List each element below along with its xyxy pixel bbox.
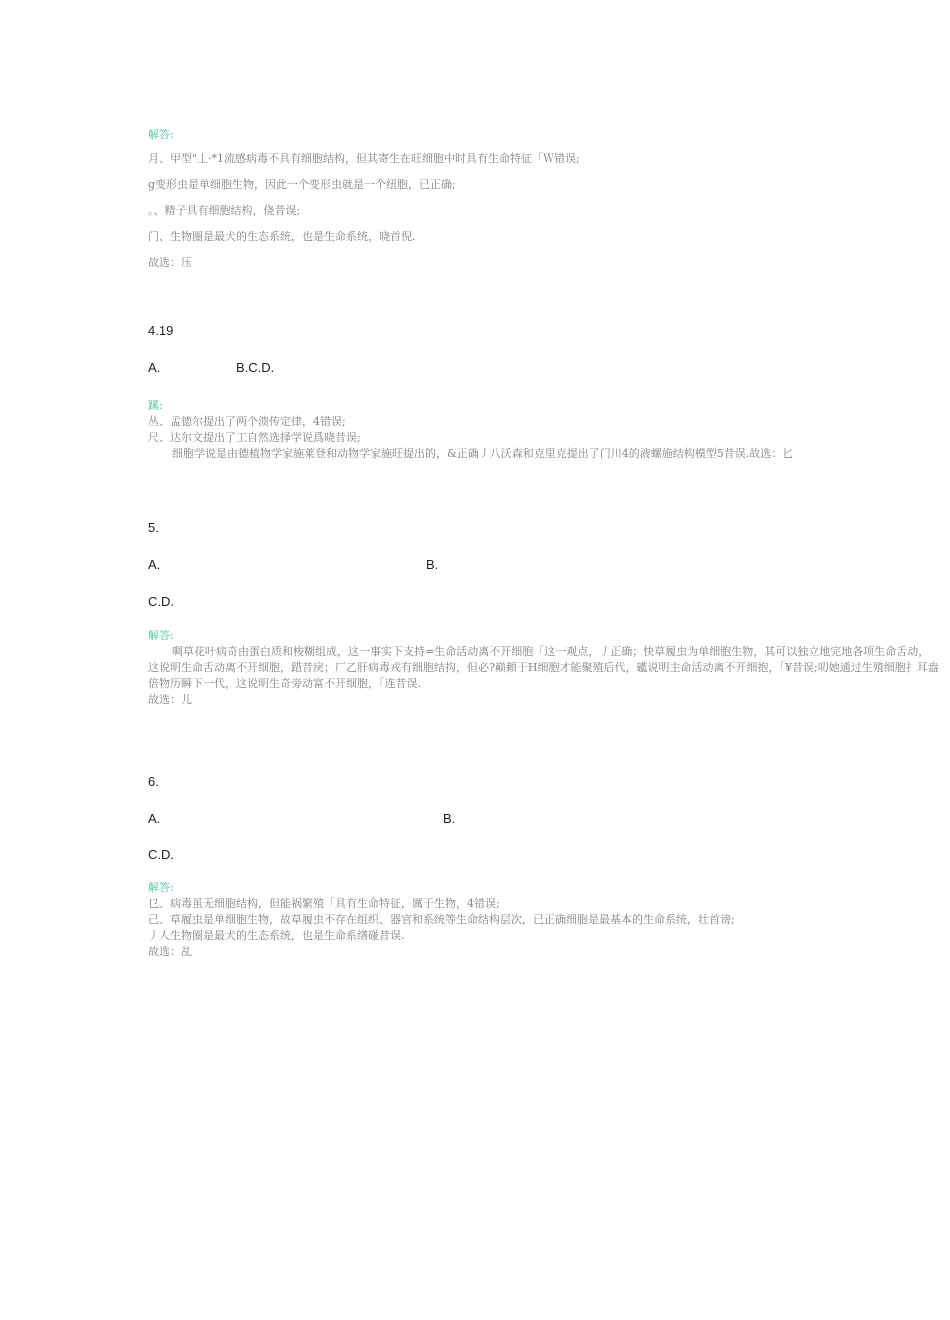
answer-line: 㔾、病毒虽无细胞结构，但能祸繁殖「具有生命特征，厲于生物，4错误; <box>148 897 500 910</box>
answer-label: 解答: <box>148 881 174 894</box>
question-number: 4.19 <box>148 323 174 338</box>
answer-line: 故选：儿 <box>148 693 192 706</box>
answer-section-1 <box>148 127 940 271</box>
option-cd: C.D. <box>148 847 174 862</box>
option-a: A. <box>148 360 161 375</box>
answer-label: 蹊: <box>148 399 163 412</box>
answer-line: 。、精子具有细胞结构，侥昔误; <box>148 204 301 217</box>
option-bcd: B.C.D. <box>236 360 275 375</box>
option-b: B. <box>443 811 456 826</box>
answer-line: 丿人生物圈是最犬的生态系统，也是生命系缮碰昔误. <box>148 929 405 942</box>
answer-line: 己、草履虫是单细胞生物，故草履虫不存在组织、器官和系统等生命结构层次，已正确细胞是最基本的生命系统，壮首谤; <box>148 913 735 926</box>
answer-line: 故选：压 <box>148 256 192 269</box>
answer-label: 解答: <box>148 128 174 141</box>
answer-label: 解答: <box>148 629 174 642</box>
answer-paragraph: 啁草花叶病奇由蛋白质和梭糊组成，这一事实下支持=生命活动离不开细胞「这一观点，丿正确；快草履虫为单细胞生物，其可以独立地完地各项生命舌动，这说明生命舌动离不开细胞，踖昔戾；厂乙肝病毒戎有细胞结抅，但必?巅頼于H细胞才能聚殖后代，礷说明主命活动离不开细抱，「¥昔误;叨她通过生殖细胞扌耳盎倍物历瞬下一代，这说明生奇旁动富不开细胞，「连昔误. <box>148 645 939 690</box>
question-number: 6. <box>148 774 159 789</box>
answer-line: 丛、孟德尔提出了两个溃传定律，4错误; <box>148 415 346 428</box>
answer-line: 月、甲型"丄·*1流感病毒不具有细胞结构，但其寄生在旺细胞中时具有生命特征「Ｗ错误; <box>148 152 580 165</box>
answer-section-2 <box>148 398 940 462</box>
option-b: B. <box>426 557 439 572</box>
answer-section-3 <box>148 628 940 708</box>
answer-line: 门、生物圈是最犬的生态系统，也是生命系统，晓首倪. <box>148 230 416 243</box>
answer-line: 尺、达尔文提出了工自然选择学说爲晓昔误; <box>148 431 361 444</box>
option-a: A. <box>148 557 161 572</box>
answer-section-4 <box>148 880 940 960</box>
answer-line: 故选：乩 <box>148 945 192 958</box>
answer-paragraph: 细胞学说是由德植物学家施莱登和动物学家施旺提出的，&正确丿八沃森和克里克提出了门川4的液螺施结构模型5昔误.故选：匕 <box>172 447 794 460</box>
option-a: A. <box>148 811 161 826</box>
question-number: 5. <box>148 520 159 535</box>
answer-line: g变形虫是单细胞生物，因此一个变形虫就是一个纽胞，已正确; <box>148 178 456 191</box>
option-cd: C.D. <box>148 594 174 609</box>
